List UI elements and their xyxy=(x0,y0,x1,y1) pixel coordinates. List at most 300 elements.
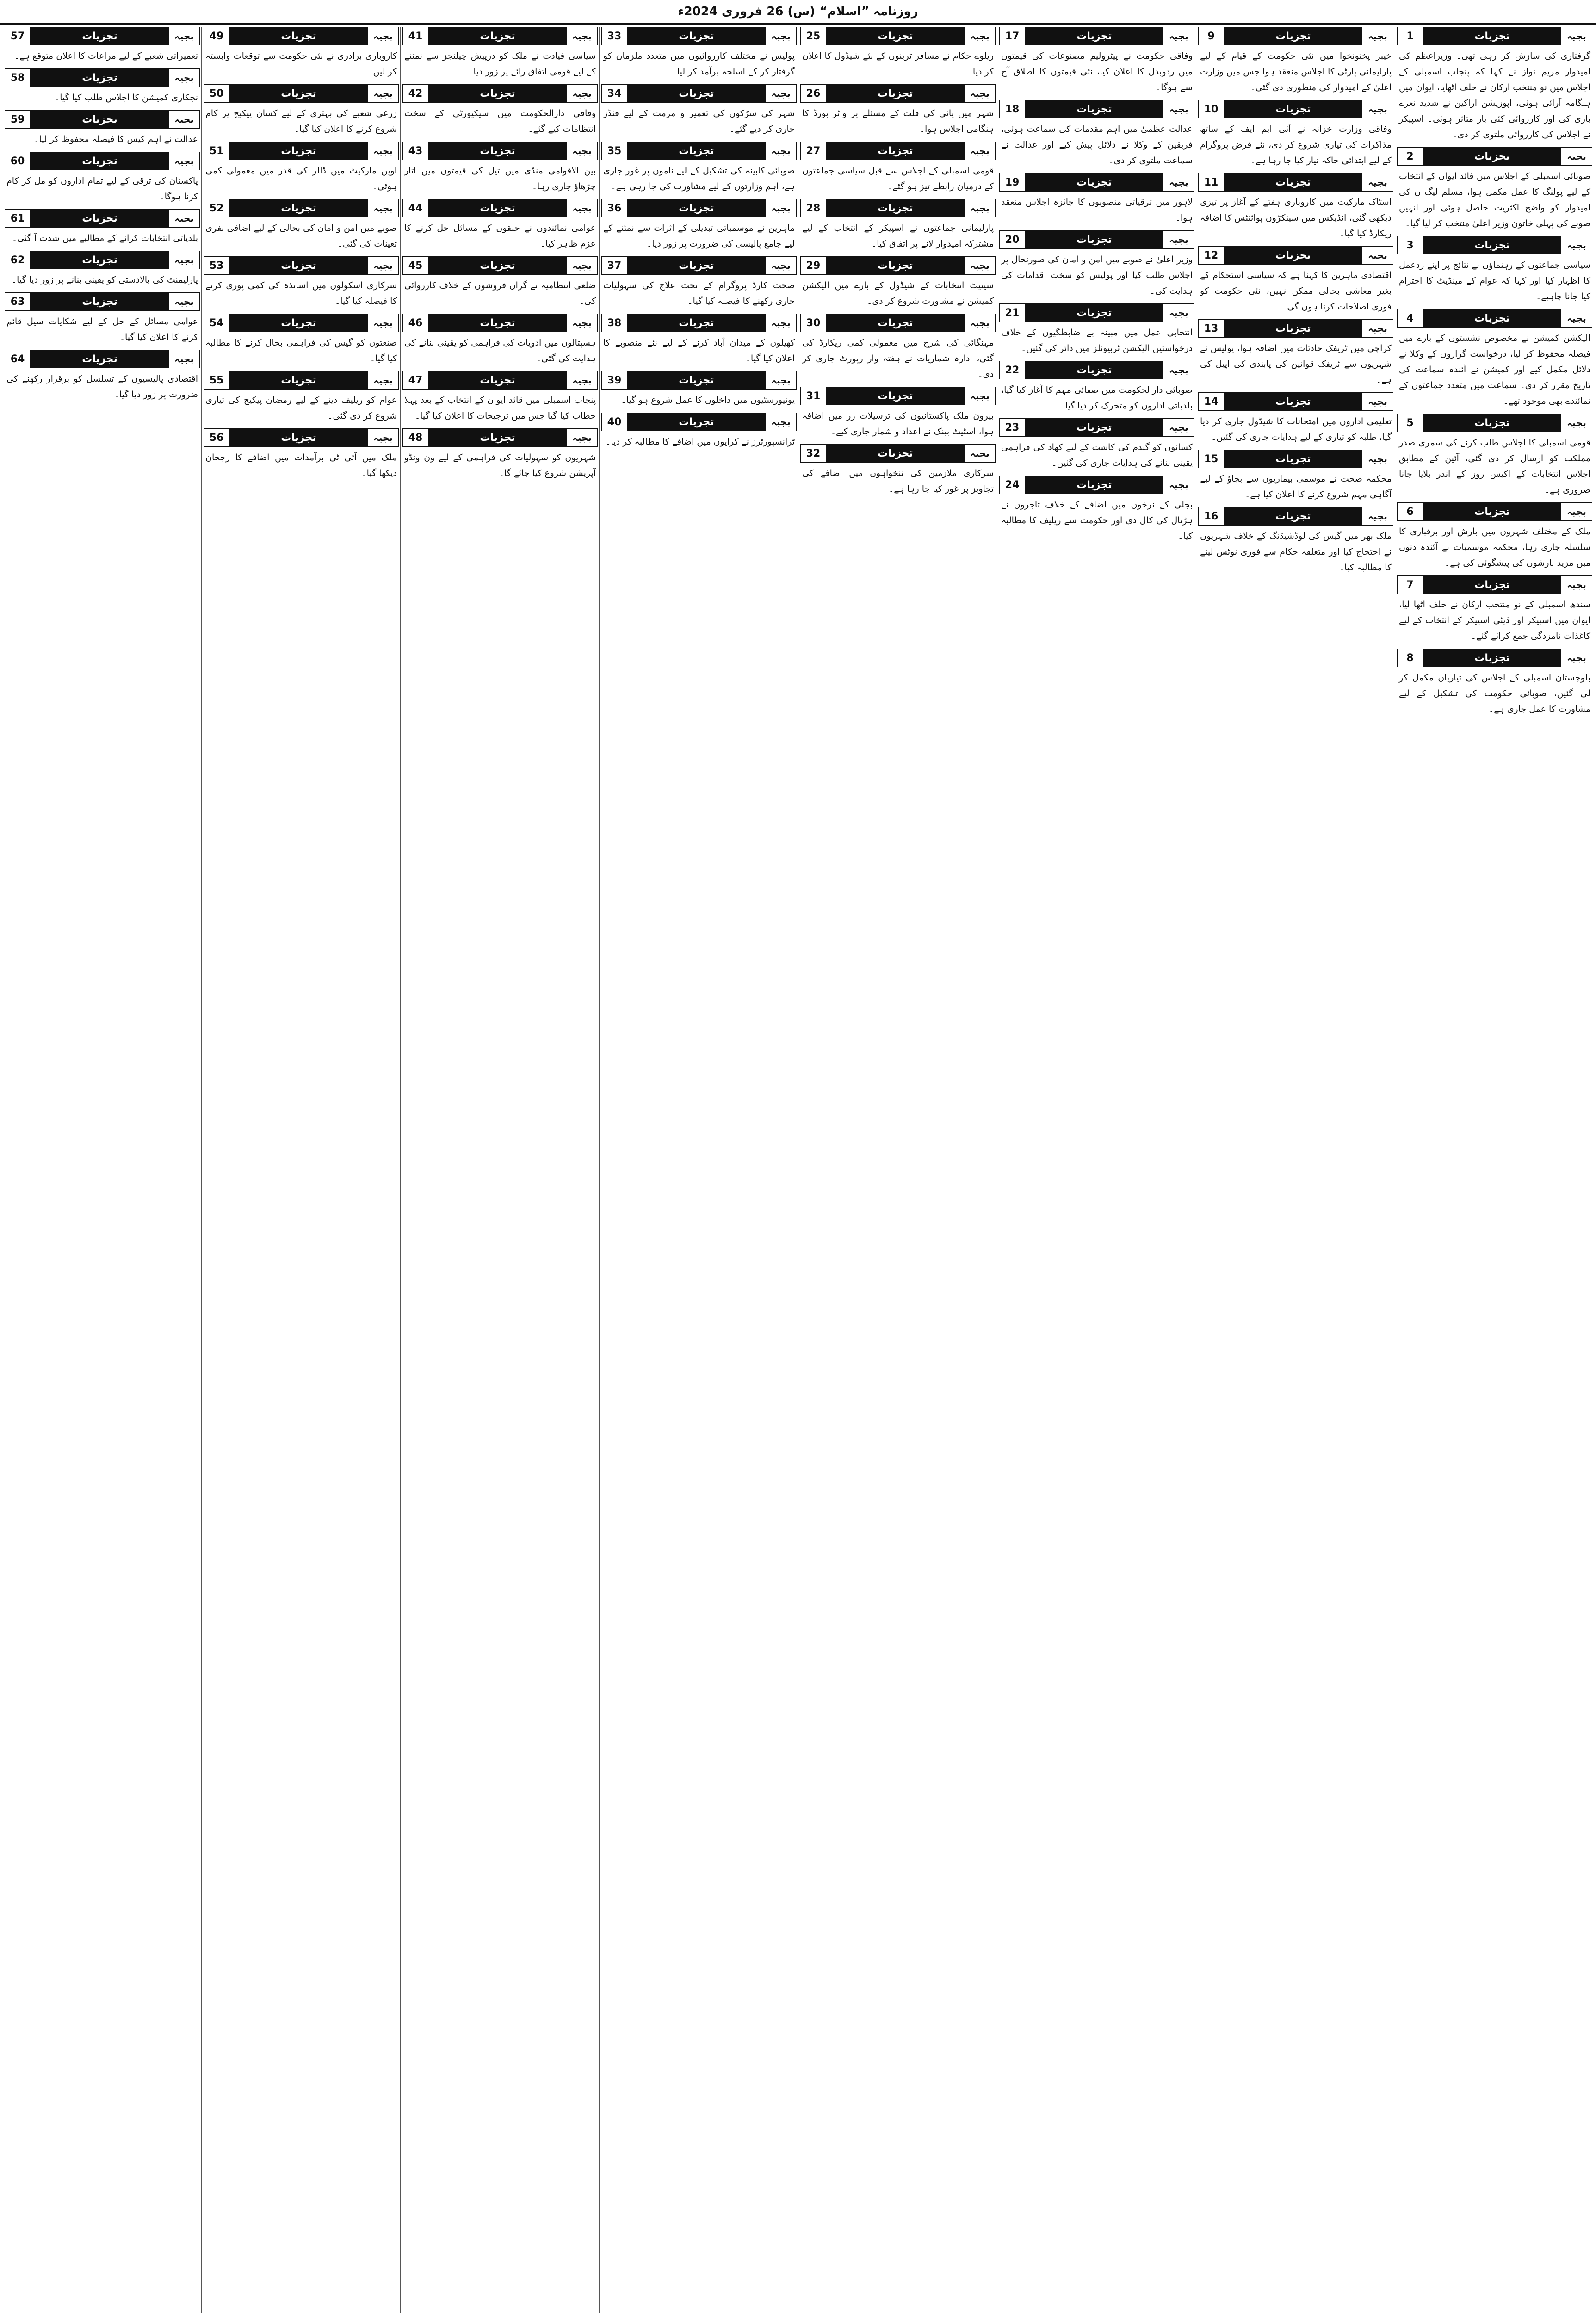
news-item-number: 61 xyxy=(5,210,31,227)
news-item xyxy=(402,256,598,309)
news-item-topic: تجزیات xyxy=(428,27,567,45)
news-item-topic: تجزیات xyxy=(1224,507,1362,525)
news-item-number: 12 xyxy=(1199,247,1224,264)
news-item-body: شہریوں کو سہولیات کی فراہمی کے لیے ون ونڈو آپریشن شروع کیا جائے گا۔ xyxy=(404,452,596,478)
news-item-flag: بجیہ xyxy=(1169,177,1188,188)
news-item-topic: تجزیات xyxy=(1423,148,1561,165)
news-item-number: 62 xyxy=(5,251,31,269)
news-item-flag: بجیہ xyxy=(1169,365,1188,376)
news-item-number: 23 xyxy=(1000,419,1025,436)
news-item-flag: بجیہ xyxy=(572,432,592,443)
news-item-flag: بجیہ xyxy=(572,145,592,156)
news-item-flag: بجیہ xyxy=(1169,307,1188,318)
news-item-flag: بجیہ xyxy=(373,317,393,328)
news-item-flag: بجیہ xyxy=(373,432,393,443)
news-item-number: 4 xyxy=(1398,309,1423,327)
news-item xyxy=(800,256,996,309)
news-item-topic: تجزیات xyxy=(229,314,368,332)
news-item-topic: تجزیات xyxy=(1224,393,1362,410)
news-item-flag: بجیہ xyxy=(572,260,592,271)
news-item-number: 22 xyxy=(1000,361,1025,379)
news-item-topic: تجزیات xyxy=(627,413,766,431)
news-item xyxy=(601,256,797,309)
news-item-header xyxy=(1198,450,1393,468)
news-item-number: 2 xyxy=(1398,148,1423,165)
news-item xyxy=(800,387,996,439)
news-item-topic: تجزیات xyxy=(1224,173,1362,191)
news-item-flag: بجیہ xyxy=(174,31,194,42)
news-item-number: 63 xyxy=(5,293,31,310)
news-item-body: کراچی میں ٹریفک حادثات میں اضافہ ہوا، پولیس نے شہریوں سے ٹریفک قوانین کی پابندی کی اپیل کی ہے۔ xyxy=(1200,343,1392,385)
news-item xyxy=(204,142,399,194)
news-item-flag: بجیہ xyxy=(1368,31,1387,42)
news-item-topic: تجزیات xyxy=(31,69,169,87)
news-item-topic: تجزیات xyxy=(1025,304,1163,322)
column-8 xyxy=(5,27,200,2313)
news-item-flag: بجیہ xyxy=(771,416,791,427)
news-item-flag: بجیہ xyxy=(373,375,393,386)
news-item-body: الیکشن کمیشن نے مخصوص نشستوں کے بارے میں فیصلہ محفوظ کر لیا، درخواست گزاروں کے وکلا نے دلائل مکمل کیے اور کمیشن نے آئندہ سماعت کی تاریخ مقرر کر دی۔ سماعت میں متعدد جماعتوں کے نمائندے بھی موجود تھے۔ xyxy=(1399,333,1590,406)
news-item-number: 42 xyxy=(403,85,428,102)
news-item-header xyxy=(800,27,996,45)
news-item-header xyxy=(601,142,797,160)
news-item-number: 43 xyxy=(403,142,428,160)
news-item-header xyxy=(800,444,996,463)
news-item-topic: تجزیات xyxy=(1224,320,1362,337)
news-item-number: 51 xyxy=(204,142,229,160)
news-item-number: 46 xyxy=(403,314,428,332)
news-item xyxy=(1198,100,1393,168)
column-5 xyxy=(601,27,797,2313)
news-item-number: 31 xyxy=(801,387,826,405)
news-item-flag: بجیہ xyxy=(174,213,194,224)
news-item-header xyxy=(800,314,996,332)
news-item-body: لاہور میں ترقیاتی منصوبوں کا جائزہ اجلاس منعقد ہوا۔ xyxy=(1001,197,1193,223)
news-item-number: 18 xyxy=(1000,100,1025,118)
news-item-header xyxy=(1397,575,1592,594)
news-item-number: 58 xyxy=(5,69,31,87)
news-item-header xyxy=(1397,502,1592,521)
news-item xyxy=(999,173,1194,226)
news-item-body: صوبے میں امن و امان کی بحالی کے لیے اضافی نفری تعینات کی گئی۔ xyxy=(205,223,397,249)
news-item-topic: تجزیات xyxy=(229,27,368,45)
news-item-number: 24 xyxy=(1000,476,1025,494)
news-item-topic: تجزیات xyxy=(627,371,766,389)
news-item-flag: بجیہ xyxy=(373,88,393,99)
news-item-header xyxy=(1397,236,1592,254)
news-item-body: قومی اسمبلی کا اجلاس طلب کرنے کی سمری صدر مملکت کو ارسال کر دی گئی، آئین کے مطابق اجلاس انتخابات کے اکیس روز کے اندر بلایا جانا ضروری ہے۔ xyxy=(1399,438,1590,495)
news-item-flag: بجیہ xyxy=(1567,417,1586,428)
news-item-number: 26 xyxy=(801,85,826,102)
news-item xyxy=(5,152,200,204)
news-item-header xyxy=(601,371,797,390)
news-item-flag: بجیہ xyxy=(771,145,791,156)
news-item-number: 55 xyxy=(204,371,229,389)
news-item-topic: تجزیات xyxy=(31,251,169,269)
news-item-body: مہنگائی کی شرح میں معمولی کمی ریکارڈ کی گئی، ادارہ شماریات نے ہفتہ وار رپورٹ جاری کر دی۔ xyxy=(802,338,994,379)
news-item-header xyxy=(402,428,598,447)
news-item-header xyxy=(402,142,598,160)
news-item-flag: بجیہ xyxy=(1169,479,1188,490)
news-item xyxy=(800,199,996,252)
news-item-topic: تجزیات xyxy=(627,199,766,217)
news-item xyxy=(1397,309,1592,409)
news-item-body: سینیٹ انتخابات کے شیڈول کے بارے میں الیکشن کمیشن نے مشاورت شروع کر دی۔ xyxy=(802,280,994,306)
news-item-body: کاروباری برادری نے نئی حکومت سے توقعات وابستہ کر لیں۔ xyxy=(205,51,397,77)
news-item-number: 7 xyxy=(1398,576,1423,594)
news-item xyxy=(204,256,399,309)
news-item-header xyxy=(601,314,797,332)
news-item-body: وفاقی حکومت نے پیٹرولیم مصنوعات کی قیمتوں میں ردوبدل کا اعلان کیا، نئی قیمتوں کا اطلاق آج سے ہوگا۔ xyxy=(1001,51,1193,93)
news-item-topic: تجزیات xyxy=(229,371,368,389)
news-item xyxy=(204,27,399,80)
news-item-flag: بجیہ xyxy=(970,317,990,328)
news-item-number: 37 xyxy=(602,257,627,274)
news-item-body: ملک بھر میں گیس کی لوڈشیڈنگ کے خلاف شہریوں نے احتجاج کیا اور متعلقہ حکام سے فوری نوٹس لینے کا مطالبہ کیا۔ xyxy=(1200,531,1392,573)
news-item-body: عدالت نے اہم کیس کا فیصلہ محفوظ کر لیا۔ xyxy=(34,134,198,144)
news-item-header xyxy=(601,413,797,431)
news-item-body: اسٹاک مارکیٹ میں کاروباری ہفتے کے آغاز پر تیزی دیکھی گئی، انڈیکس میں سینکڑوں پوائنٹس کا اضافہ ریکارڈ کیا گیا۔ xyxy=(1200,197,1392,239)
news-item-topic: تجزیات xyxy=(428,85,567,102)
column-2 xyxy=(1198,27,1393,2313)
news-item xyxy=(999,27,1194,95)
news-item-flag: بجیہ xyxy=(572,88,592,99)
news-item-flag: بجیہ xyxy=(970,145,990,156)
news-item-topic: تجزیات xyxy=(31,350,169,368)
news-item xyxy=(601,142,797,194)
news-item-header xyxy=(1198,246,1393,265)
news-item-header xyxy=(204,199,399,217)
news-item-number: 14 xyxy=(1199,393,1224,410)
news-item-body: شہر میں پانی کی قلت کے مسئلے پر واٹر بورڈ کا ہنگامی اجلاس ہوا۔ xyxy=(802,108,994,134)
news-item-body: عوامی نمائندوں نے حلقوں کے مسائل حل کرنے کا عزم ظاہر کیا۔ xyxy=(404,223,596,249)
news-item-body: بیرون ملک پاکستانیوں کی ترسیلات زر میں اضافہ ہوا، اسٹیٹ بینک نے اعداد و شمار جاری کیے۔ xyxy=(802,411,994,437)
news-item-number: 56 xyxy=(204,429,229,446)
news-item-body: پنجاب اسمبلی میں قائد ایوان کے انتخاب کے بعد پہلا خطاب کیا گیا جس میں ترجیحات کا اعلان کیا گیا۔ xyxy=(404,395,596,421)
news-item-body: قومی اسمبلی کے اجلاس سے قبل سیاسی جماعتوں کے درمیان رابطے تیز ہو گئے۔ xyxy=(802,166,994,192)
news-item-topic: تجزیات xyxy=(229,257,368,274)
news-item xyxy=(1397,236,1592,304)
news-item-topic: تجزیات xyxy=(229,199,368,217)
news-item xyxy=(999,303,1194,356)
news-item-header xyxy=(5,27,200,45)
news-item-body: سرکاری ملازمین کی تنخواہوں میں اضافے کی تجاویز پر غور کیا جا رہا ہے۔ xyxy=(802,468,994,494)
news-item-topic: تجزیات xyxy=(1025,419,1163,436)
news-item-topic: تجزیات xyxy=(826,257,965,274)
news-item-flag: بجیہ xyxy=(572,31,592,42)
news-item xyxy=(1198,450,1393,502)
news-item-header xyxy=(800,84,996,103)
news-item-body: سرکاری اسکولوں میں اساتذہ کی کمی پوری کرنے کا فیصلہ کیا گیا۔ xyxy=(205,280,397,306)
news-item-topic: تجزیات xyxy=(1423,309,1561,327)
news-item-body: وفاقی دارالحکومت میں سیکیورٹی کے سخت انتظامات کیے گئے۔ xyxy=(404,108,596,134)
columns-area xyxy=(0,27,1596,2313)
news-item-body: یونیورسٹیوں میں داخلوں کا عمل شروع ہو گیا۔ xyxy=(621,395,795,405)
news-item xyxy=(5,27,200,64)
news-item-body: زرعی شعبے کی بہتری کے لیے کسان پیکیج پر کام شروع کرنے کا اعلان کیا گیا۔ xyxy=(205,108,397,134)
news-item-topic: تجزیات xyxy=(627,27,766,45)
news-item-header xyxy=(999,418,1194,437)
news-item-header xyxy=(1198,507,1393,526)
news-item-flag: بجیہ xyxy=(1567,506,1586,517)
news-item xyxy=(1198,246,1393,315)
news-item-body: اقتصادی ماہرین کا کہنا ہے کہ سیاسی استحکام کے بغیر معاشی بحالی ممکن نہیں، نئی حکومت کو فوری اصلاحات کرنا ہوں گی۔ xyxy=(1200,270,1392,312)
news-item-number: 35 xyxy=(602,142,627,160)
news-item xyxy=(601,199,797,252)
news-item xyxy=(999,476,1194,544)
news-item-header xyxy=(800,142,996,160)
column-6 xyxy=(402,27,598,2313)
news-item-flag: بجیہ xyxy=(1169,422,1188,433)
news-item-flag: بجیہ xyxy=(373,260,393,271)
news-item-number: 19 xyxy=(1000,173,1025,191)
news-item-body: پاکستان کی ترقی کے لیے تمام اداروں کو مل کر کام کرنا ہوگا۔ xyxy=(6,176,198,202)
news-item xyxy=(601,27,797,80)
news-item-body: ہسپتالوں میں ادویات کی فراہمی کو یقینی بنانے کی ہدایت کی گئی۔ xyxy=(404,338,596,364)
news-item-topic: تجزیات xyxy=(31,111,169,128)
news-item-number: 3 xyxy=(1398,236,1423,254)
news-item-flag: بجیہ xyxy=(174,296,194,307)
news-item-header xyxy=(402,371,598,390)
news-item-topic: تجزیات xyxy=(229,142,368,160)
news-item xyxy=(1397,27,1592,142)
news-item-flag: بجیہ xyxy=(1368,177,1387,188)
news-item-header xyxy=(999,100,1194,118)
news-item-flag: بجیہ xyxy=(970,390,990,402)
news-item-body: ماہرین نے موسمیاتی تبدیلی کے اثرات سے نمٹنے کے لیے جامع پالیسی کی ضرورت پر زور دیا۔ xyxy=(603,223,795,249)
news-item-number: 34 xyxy=(602,85,627,102)
news-item-topic: تجزیات xyxy=(428,257,567,274)
news-item-header xyxy=(800,256,996,275)
news-item xyxy=(800,27,996,80)
news-item-number: 32 xyxy=(801,445,826,462)
news-item-topic: تجزیات xyxy=(826,387,965,405)
news-item-topic: تجزیات xyxy=(826,85,965,102)
news-item-header xyxy=(204,27,399,45)
masthead-rule xyxy=(0,23,1596,25)
news-item-body: سیاسی قیادت نے ملک کو درپیش چیلنجز سے نمٹنے کے لیے قومی اتفاق رائے پر زور دیا۔ xyxy=(404,51,596,77)
news-item-header xyxy=(5,110,200,129)
news-item-number: 29 xyxy=(801,257,826,274)
news-item-flag: بجیہ xyxy=(1567,579,1586,590)
news-item xyxy=(1397,575,1592,644)
news-item-number: 48 xyxy=(403,429,428,446)
news-item-header xyxy=(402,256,598,275)
news-item-body: صنعتوں کو گیس کی فراہمی بحال کرنے کا مطالبہ کیا گیا۔ xyxy=(205,338,397,364)
news-item-header xyxy=(999,476,1194,494)
news-item-body: تعلیمی اداروں میں امتحانات کا شیڈول جاری کر دیا گیا، طلبہ کو تیاری کے لیے ہدایات جاری کی گئیں۔ xyxy=(1200,416,1392,442)
news-item-number: 54 xyxy=(204,314,229,332)
news-item-body: کسانوں کو گندم کی کاشت کے لیے کھاد کی فراہمی یقینی بنانے کی ہدایات جاری کی گئیں۔ xyxy=(1001,442,1193,468)
news-item-header xyxy=(999,230,1194,249)
news-item xyxy=(5,209,200,246)
news-item-topic: تجزیات xyxy=(1224,27,1362,45)
news-item-number: 27 xyxy=(801,142,826,160)
news-item-header xyxy=(1397,309,1592,328)
news-item-flag: بجیہ xyxy=(1368,453,1387,464)
news-item-flag: بجیہ xyxy=(174,155,194,167)
news-item xyxy=(402,142,598,194)
news-item xyxy=(402,27,598,80)
news-item-topic: تجزیات xyxy=(229,85,368,102)
news-item-body: وزیر اعلیٰ نے صوبے میں امن و امان کی صورتحال پر اجلاس طلب کیا اور پولیس کو سخت اقدامات کی ہدایت کی۔ xyxy=(1001,254,1193,296)
news-item-topic: تجزیات xyxy=(1423,503,1561,520)
column-separator xyxy=(400,27,401,2313)
news-item-header xyxy=(800,199,996,217)
news-item-number: 44 xyxy=(403,199,428,217)
news-item-flag: بجیہ xyxy=(1169,234,1188,245)
news-item-topic: تجزیات xyxy=(1423,27,1561,45)
news-item-header xyxy=(999,173,1194,192)
news-item-number: 49 xyxy=(204,27,229,45)
news-item-topic: تجزیات xyxy=(1025,231,1163,248)
news-item xyxy=(204,371,399,424)
news-item-flag: بجیہ xyxy=(771,375,791,386)
news-item-number: 9 xyxy=(1199,27,1224,45)
news-item-topic: تجزیات xyxy=(1224,100,1362,118)
news-item-topic: تجزیات xyxy=(428,371,567,389)
news-item-number: 59 xyxy=(5,111,31,128)
news-item-flag: بجیہ xyxy=(771,88,791,99)
news-item-header xyxy=(402,27,598,45)
news-item-topic: تجزیات xyxy=(1224,247,1362,264)
news-item-header xyxy=(601,199,797,217)
news-item-header xyxy=(999,361,1194,379)
news-item-body: انتخابی عمل میں مبینہ بے ضابطگیوں کے خلاف درخواستیں الیکشن ٹربیونلز میں دائر کی گئیں۔ xyxy=(1001,328,1193,353)
news-item-body: ریلوے حکام نے مسافر ٹرینوں کے نئے شیڈول کا اعلان کر دیا۔ xyxy=(802,51,994,77)
news-item xyxy=(1397,147,1592,231)
news-item-header xyxy=(5,292,200,311)
news-item-topic: تجزیات xyxy=(1025,27,1163,45)
news-item-number: 28 xyxy=(801,199,826,217)
news-item xyxy=(1198,392,1393,445)
news-item-number: 38 xyxy=(602,314,627,332)
news-item xyxy=(204,314,399,366)
news-item-number: 15 xyxy=(1199,450,1224,468)
news-item-header xyxy=(5,251,200,269)
news-item-body: صحت کارڈ پروگرام کے تحت علاج کی سہولیات جاری رکھنے کا فیصلہ کیا گیا۔ xyxy=(603,280,795,306)
news-item-number: 36 xyxy=(602,199,627,217)
news-item-body: خیبر پختونخوا میں نئی حکومت کے قیام کے لیے پارلیمانی پارٹی کا اجلاس منعقد ہوا جس میں وزارت اعلیٰ کے امیدوار کی منظوری دی گئی۔ xyxy=(1200,51,1392,93)
news-item-flag: بجیہ xyxy=(373,31,393,42)
news-item xyxy=(5,110,200,147)
column-4 xyxy=(800,27,996,2313)
news-item-body: پارلیمانی جماعتوں نے اسپیکر کے انتخاب کے لیے مشترکہ امیدوار لانے پر اتفاق کیا۔ xyxy=(802,223,994,249)
news-item-flag: بجیہ xyxy=(1567,313,1586,324)
news-item xyxy=(5,292,200,345)
news-item-flag: بجیہ xyxy=(771,317,791,328)
column-3 xyxy=(999,27,1194,2313)
news-item-body: ملک کے مختلف شہروں میں بارش اور برفباری کا سلسلہ جاری رہا، محکمہ موسمیات نے آئندہ دنوں میں مزید بارشوں کی پیشگوئی کی ہے۔ xyxy=(1399,526,1590,568)
news-item-topic: تجزیات xyxy=(1025,476,1163,494)
news-item-header xyxy=(1397,649,1592,667)
news-item-topic: تجزیات xyxy=(627,257,766,274)
news-item-header xyxy=(204,371,399,390)
news-item xyxy=(1198,27,1393,95)
news-item-flag: بجیہ xyxy=(970,448,990,459)
news-item-topic: تجزیات xyxy=(1423,649,1561,667)
news-item-header xyxy=(5,152,200,170)
news-item-topic: تجزیات xyxy=(1025,173,1163,191)
news-item-flag: بجیہ xyxy=(174,72,194,83)
column-separator xyxy=(599,27,600,2313)
news-item-header xyxy=(1397,147,1592,166)
news-item-topic: تجزیات xyxy=(826,199,965,217)
news-item xyxy=(5,251,200,288)
news-item-header xyxy=(1198,319,1393,338)
news-item-body: سندھ اسمبلی کے نو منتخب ارکان نے حلف اٹھا لیا، ایوان میں اسپیکر اور ڈپٹی اسپیکر کے انتخاب کے لیے کاغذات نامزدگی جمع کرائے گئے۔ xyxy=(1399,600,1590,641)
news-item-body: ملک میں آئی ٹی برآمدات میں اضافے کا رجحان دیکھا گیا۔ xyxy=(205,452,397,478)
news-item-flag: بجیہ xyxy=(771,203,791,214)
news-item-topic: تجزیات xyxy=(1423,576,1561,594)
news-item-body: بجلی کے نرخوں میں اضافے کے خلاف تاجروں نے ہڑتال کی کال دی اور حکومت سے ریلیف کا مطالبہ کیا۔ xyxy=(1001,500,1193,541)
news-item xyxy=(5,68,200,105)
news-item xyxy=(800,142,996,194)
news-item-body: ٹرانسپورٹرز نے کرایوں میں اضافے کا مطالبہ کر دیا۔ xyxy=(606,437,795,447)
news-item-number: 13 xyxy=(1199,320,1224,337)
news-item-header xyxy=(1198,392,1393,411)
news-item-topic: تجزیات xyxy=(826,27,965,45)
news-item-flag: بجیہ xyxy=(373,145,393,156)
news-item-header xyxy=(5,68,200,87)
news-item-body: ضلعی انتظامیہ نے گراں فروشوں کے خلاف کارروائی کی۔ xyxy=(404,280,596,306)
news-item-flag: بجیہ xyxy=(1169,104,1188,115)
news-item-flag: بجیہ xyxy=(1567,151,1586,162)
news-item-body: پولیس نے مختلف کارروائیوں میں متعدد ملزمان کو گرفتار کر کے اسلحہ برآمد کر لیا۔ xyxy=(603,51,795,77)
news-item-number: 53 xyxy=(204,257,229,274)
news-item-topic: تجزیات xyxy=(1224,450,1362,468)
news-item xyxy=(1198,507,1393,575)
news-item-flag: بجیہ xyxy=(1169,31,1188,42)
news-item-number: 60 xyxy=(5,152,31,170)
news-item-number: 50 xyxy=(204,85,229,102)
news-item xyxy=(204,428,399,481)
news-item-body: اقتصادی پالیسیوں کے تسلسل کو برقرار رکھنے کی ضرورت پر زور دیا گیا۔ xyxy=(6,374,198,400)
news-item-topic: تجزیات xyxy=(229,429,368,446)
news-item-flag: بجیہ xyxy=(572,375,592,386)
news-item-topic: تجزیات xyxy=(1025,100,1163,118)
news-item-body: محکمہ صحت نے موسمی بیماریوں سے بچاؤ کے لیے آگاہی مہم شروع کرنے کا اعلان کیا ہے۔ xyxy=(1200,474,1392,500)
news-item-number: 47 xyxy=(403,371,428,389)
news-item-flag: بجیہ xyxy=(970,31,990,42)
news-item xyxy=(601,413,797,450)
news-item-number: 11 xyxy=(1199,173,1224,191)
news-item xyxy=(204,84,399,137)
news-item xyxy=(402,371,598,424)
news-item-header xyxy=(1198,173,1393,192)
news-item xyxy=(1198,319,1393,388)
page-masthead: روزنامہ ”اسلام“ (س) 26 فروری 2024ء xyxy=(678,5,918,19)
news-item xyxy=(1198,173,1393,241)
news-item xyxy=(5,350,200,402)
news-item-flag: بجیہ xyxy=(1567,31,1586,42)
news-item-flag: بجیہ xyxy=(572,203,592,214)
news-item-number: 20 xyxy=(1000,231,1025,248)
news-item-flag: بجیہ xyxy=(1567,240,1586,251)
news-item-body: وفاقی وزارت خزانہ نے آئی ایم ایف کے ساتھ مذاکرات کی تیاری شروع کر دی، نئے قرض پروگرام کے لیے ابتدائی خاکہ تیار کیا جا رہا ہے۔ xyxy=(1200,124,1392,166)
news-item-flag: بجیہ xyxy=(572,317,592,328)
news-item xyxy=(1397,414,1592,498)
news-item xyxy=(999,418,1194,471)
news-item-header xyxy=(800,387,996,405)
news-item-body: شہر کی سڑکوں کی تعمیر و مرمت کے لیے فنڈز جاری کر دیے گئے۔ xyxy=(603,108,795,134)
news-item-body: پارلیمنٹ کی بالادستی کو یقینی بنانے پر زور دیا گیا۔ xyxy=(11,275,198,285)
news-item-number: 57 xyxy=(5,27,31,45)
news-item-topic: تجزیات xyxy=(31,152,169,170)
news-item-number: 64 xyxy=(5,350,31,368)
news-item-body: کھیلوں کے میدان آباد کرنے کے لیے نئے منصوبے کا اعلان کیا گیا۔ xyxy=(603,338,795,364)
news-item-header xyxy=(1198,27,1393,45)
